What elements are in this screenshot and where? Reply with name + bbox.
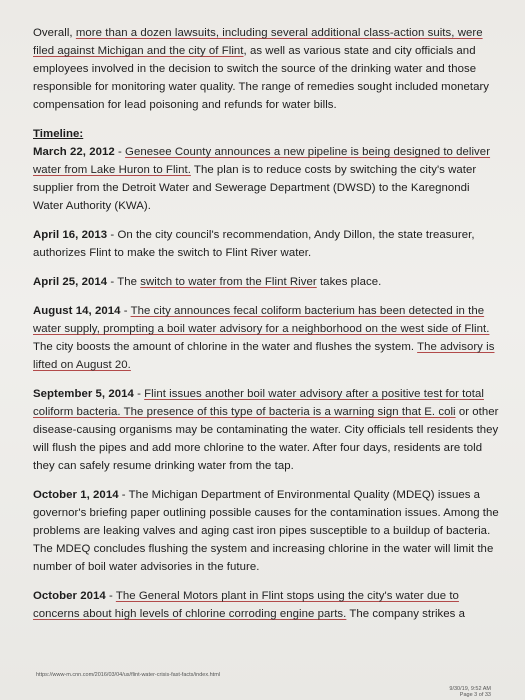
footer-datetime: 9/30/19, 9:52 AM <box>449 686 491 692</box>
footer-url: https://www-m.cnn.com/2016/03/04/us/flint-water-crisis-fast-facts/index.html <box>36 672 221 678</box>
entry-date: September 5, 2014 <box>33 388 134 400</box>
timeline-entry-2012-03-22: March 22, 2012 - Genesee County announces a new pipeline is being designed to deliver water from Lake Huron to Flint. The plan is to reduce costs by switching the city's water supplier from the Detroit Water and Sewerage Department (DWSD) to the Karegnondi Water Authority (KWA). <box>33 146 491 212</box>
entry-date: March 22, 2012 <box>33 146 115 158</box>
gm-plant-link[interactable]: The General Motors plant in Flint stops using the city's water due to concerns about high levels of chlorine corroding engine parts. <box>33 590 459 620</box>
intro-text: Overall, <box>33 27 76 39</box>
advisory-lifted-link[interactable]: The advisory is lifted on August 20. <box>33 341 495 371</box>
entry-text: On the city council's recommendation, Andy Dillon, the state treasurer, authorizes Flint to make the switch to Flint River water. <box>33 229 475 259</box>
entry-date: April 16, 2013 <box>33 229 108 241</box>
fecal-coliform-link[interactable]: The city announces fecal coliform bacterium has been detected in the water supply, prompting a boil water advisory for a neighborhood on the west side of Flint. <box>33 305 490 335</box>
flint-river-switch-link[interactable]: switch to water from the Flint River <box>140 276 317 288</box>
footer-page-number: Page 3 of 33 <box>459 692 491 698</box>
boil-advisory-link[interactable]: Flint issues another boil water advisory after a positive test for total coliform bacteria. The presence of this type of bacteria is a warning sign that E. coli <box>33 388 484 418</box>
timeline-entry-2013-04-16: April 16, 2013 - On the city council's recommendation, Andy Dillon, the state treasurer, authorizes Flint to make the switch to Flint River water. <box>33 229 475 259</box>
timeline-entry-2014-08-14: August 14, 2014 - The city announces fecal coliform bacterium has been detected in the water supply, prompting a boil water advisory for a neighborhood on the west side of Flint. The city boosts the amount of chlorine in the water and flushes the system. The advisory is lifted on August 20. <box>33 305 495 371</box>
timeline-heading: Timeline: <box>33 128 84 140</box>
intro-paragraph <box>33 24 499 114</box>
footer-meta <box>449 686 491 698</box>
entry-date: April 25, 2014 <box>33 276 108 288</box>
entry-date: August 14, 2014 <box>33 305 121 317</box>
entry-text: The plan is to reduce costs by switching the city's water supplier from the Detroit Water and Sewerage Department (DWSD) to the Karegnondi Water Authority (KWA). <box>33 164 477 212</box>
pipeline-link[interactable]: Genesee County announces a new pipeline is being designed to deliver water from Lake Huron to Flint. <box>33 146 491 176</box>
entry-date: October 1, 2014 <box>33 489 119 501</box>
intro-text-rest: , as well as various state and city officials and employees involved in the decision to switch the source of the drinking water and those responsible for monitoring water quality. The range of remedies sought included monetary compensation for lead poisoning and refunds for water bills. <box>33 45 490 111</box>
entry-text: The city boosts the amount of chlorine in the water and flushes the system. <box>33 341 418 353</box>
entry-text: takes place. <box>316 276 382 288</box>
entry-text: The Michigan Department of Environmental Quality (MDEQ) issues a governor's briefing paper outlining possible causes for the contamination issues. Among the problems are leaking valves and aging cast iron pipes susceptible to a buildup of bacteria. The MDEQ concludes flushing the system and increasing chlorine in the water will limit the number of boil water advisories in the future. <box>33 489 499 573</box>
entry-text: The company strikes a <box>346 608 466 620</box>
timeline-entry-2014-09-05: September 5, 2014 - Flint issues another boil water advisory after a positive test for total coliform bacteria. The presence of this type of bacteria is a warning sign that E. coli or other disease-causing organisms may be contaminating the water. City officials tell residents they will flush the pipes and add more chlorine to the water. After four days, residents are told they can safely resume drinking water from the tap. <box>33 388 499 472</box>
entry-text: or other disease-causing organisms may be contaminating the water. City officials tell residents they will flush the pipes and add more chlorine to the water. After four days, residents are told they can safely resume drinking water from the tap. <box>33 406 499 472</box>
timeline-entry-2014-04-25: April 25, 2014 - The switch to water from the Flint River takes place. <box>33 276 382 288</box>
entry-date: October 2014 <box>33 590 106 602</box>
article-body <box>33 24 499 634</box>
lawsuits-link[interactable]: more than a dozen lawsuits, including several additional class-action suits, were filed against Michigan and the city of Flint <box>33 27 483 57</box>
timeline-entry-2014-10-01: October 1, 2014 - The Michigan Department of Environmental Quality (MDEQ) issues a governor's briefing paper outlining possible causes for the contamination issues. Among the problems are leaking valves and aging cast iron pipes susceptible to a buildup of bacteria. The MDEQ concludes flushing the system and increasing chlorine in the water will limit the number of boil water advisories in the future. <box>33 489 499 573</box>
timeline-entry-2014-10: October 2014 - The General Motors plant in Flint stops using the city's water due to concerns about high levels of chlorine corroding engine parts. The company strikes a <box>33 590 466 620</box>
